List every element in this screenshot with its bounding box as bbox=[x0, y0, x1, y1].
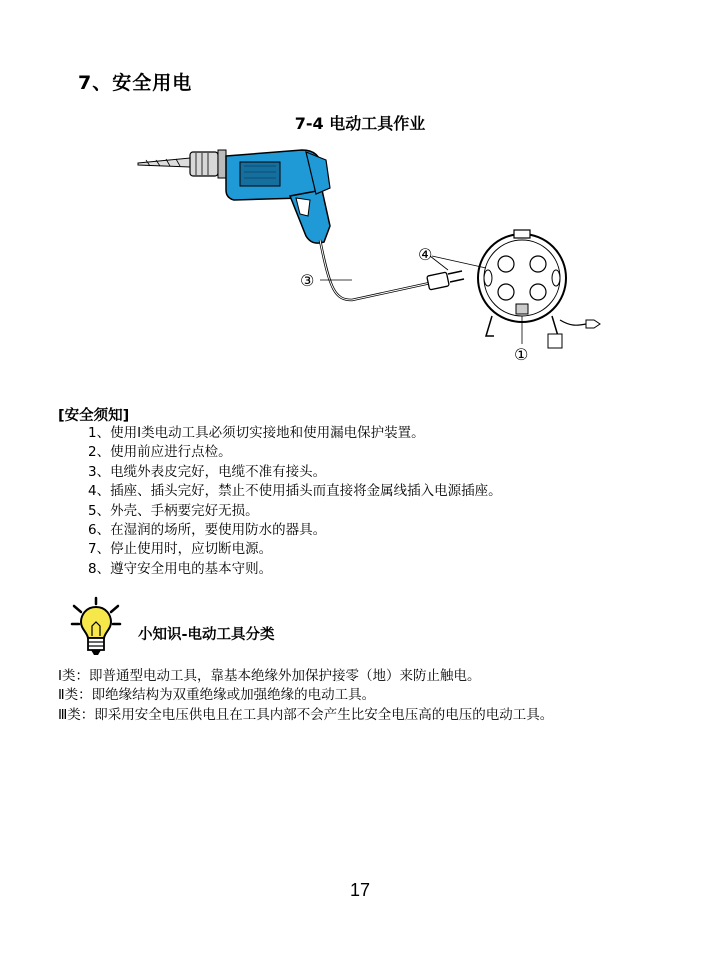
list-item: 8、遵守安全用电的基本守则。 bbox=[88, 560, 273, 577]
list-item: 2、使用前应进行点检。 bbox=[88, 444, 232, 461]
cable-reel bbox=[478, 230, 600, 348]
list-item: 7、停止使用时，应切断电源。 bbox=[88, 541, 273, 558]
list-item: 1、使用Ⅰ类电动工具必须切实接地和使用漏电保护装置。 bbox=[88, 425, 425, 441]
drill-chuck bbox=[190, 150, 226, 178]
power-tool-illustration bbox=[130, 140, 610, 380]
label-cord: ③ bbox=[300, 271, 315, 290]
list-item: 3、电缆外表皮完好，电缆不准有接头。 bbox=[88, 463, 327, 480]
label-plug: ④ bbox=[418, 245, 433, 264]
lightbulb-icon bbox=[70, 596, 122, 658]
tool-class-list bbox=[58, 667, 553, 725]
figure-caption: 7-4 电动工具作业 bbox=[294, 114, 426, 133]
drill-bit bbox=[138, 158, 190, 167]
list-item: Ⅲ类：即采用安全电压供电且在工具内部不会产生比安全电压高的电压的电动工具。 bbox=[58, 706, 554, 723]
safety-heading: [安全须知] bbox=[58, 408, 130, 424]
power-cord bbox=[320, 240, 433, 300]
list-item: 6、在湿润的场所，要使用防水的器具。 bbox=[88, 522, 327, 539]
drill-body bbox=[226, 150, 330, 243]
page-number: 17 bbox=[349, 880, 371, 900]
tip-title: 小知识-电动工具分类 bbox=[138, 627, 275, 643]
list-item: 5、外壳、手柄要完好无损。 bbox=[88, 502, 259, 519]
power-plug bbox=[427, 271, 464, 290]
list-item: Ⅱ类：即绝缘结构为双重绝缘或加强绝缘的电动工具。 bbox=[58, 687, 376, 704]
label-reel: ① bbox=[514, 345, 529, 364]
section-title: 7、安全用电 bbox=[78, 72, 193, 94]
safety-list bbox=[88, 424, 502, 579]
list-item: 4、插座、插头完好，禁止不使用插头而直接将金属线插入电源插座。 bbox=[88, 483, 502, 500]
list-item: Ⅰ类：即普通型电动工具，靠基本绝缘外加保护接零（地）来防止触电。 bbox=[58, 668, 481, 684]
